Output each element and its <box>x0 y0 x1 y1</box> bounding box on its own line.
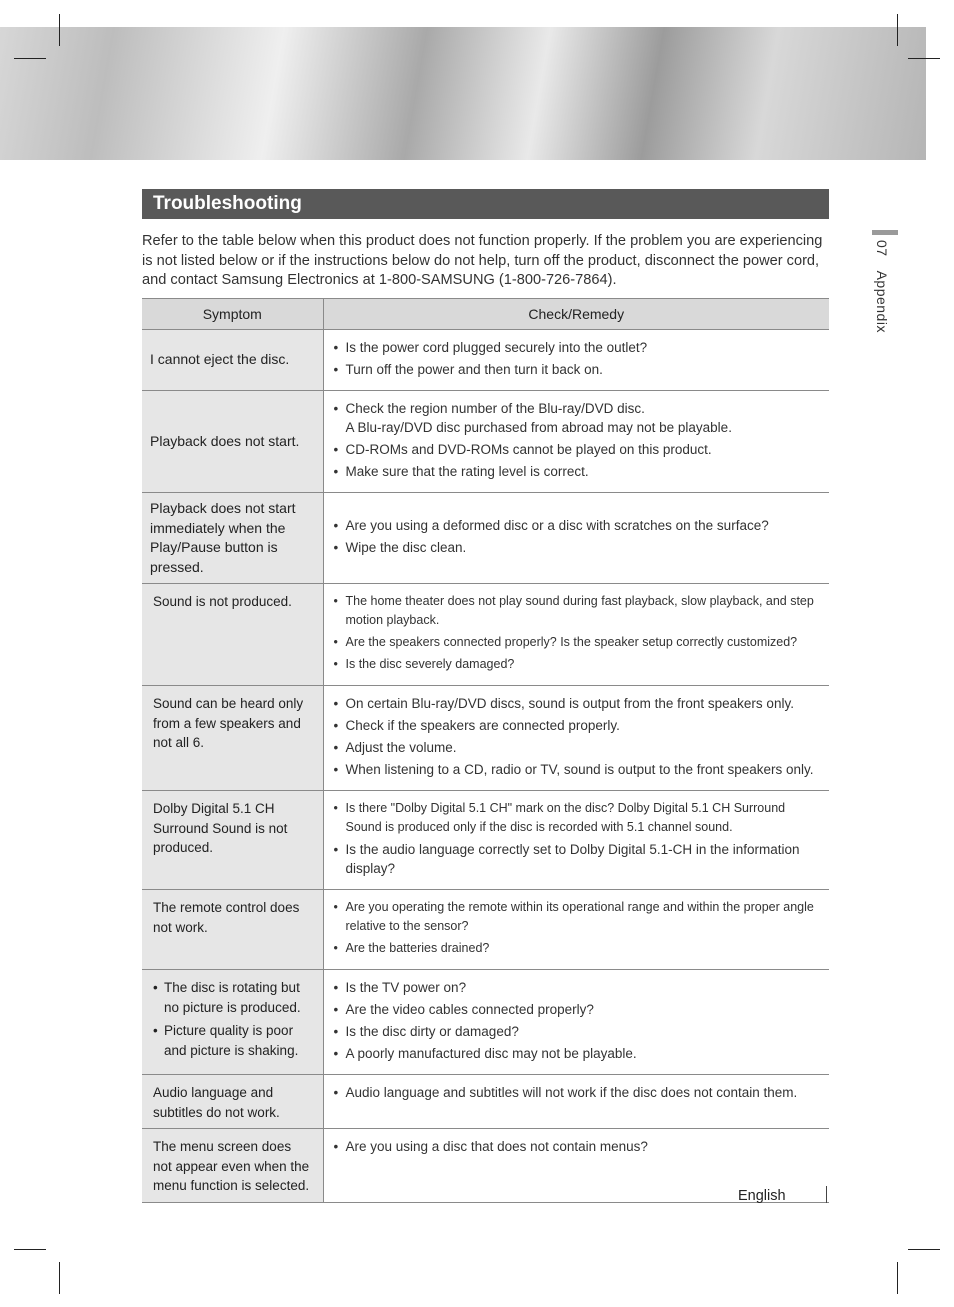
intro-paragraph: Refer to the table below when this product does not function properly. If the problem you are experiencing is not listed below or if the instructions below do not help, turn off the product, disconnect the power cord, and contact Samsung Electronics at 1-800-SAMSUNG (1-800-726-7864). <box>142 233 823 288</box>
crop-mark <box>14 58 46 59</box>
remedy-header: Check/Remedy <box>323 299 829 330</box>
remedy-item: • Are you using a disc that does not contain menus? <box>331 1137 822 1156</box>
remedy-cell <box>323 1075 829 1129</box>
table-header-row <box>142 299 829 330</box>
header-banner <box>0 27 926 160</box>
remedy-item: • Are you operating the remote within its operational range and within the proper angle relative to the sensor? <box>331 898 822 936</box>
table-row <box>142 890 829 970</box>
remedy-item: • Are the speakers connected properly? Is the speaker setup correctly customized? <box>331 633 822 652</box>
remedy-cell <box>323 584 829 686</box>
symptom-cell: Playback does not start. <box>142 391 323 493</box>
remedy-item: • On certain Blu-ray/DVD discs, sound is output from the front speakers only. <box>331 694 822 713</box>
crop-mark <box>59 1262 60 1294</box>
remedy-item: • Is the disc severely damaged? <box>331 655 822 674</box>
symptom-header: Symptom <box>142 299 323 330</box>
crop-mark <box>908 1249 940 1250</box>
remedy-item: • Check if the speakers are connected properly. <box>331 716 822 735</box>
remedy-item: • Are you using a deformed disc or a disc with scratches on the surface? <box>331 516 822 535</box>
symptom-cell: Sound can be heard only from a few speakers and not all 6. <box>142 686 323 791</box>
remedy-cell <box>323 493 829 584</box>
crop-mark <box>897 14 898 46</box>
remedy-item: • Is the TV power on? <box>331 978 822 997</box>
table-row <box>142 686 829 791</box>
remedy-cell <box>323 791 829 890</box>
remedy-cell <box>323 686 829 791</box>
table-row <box>142 1129 829 1203</box>
symptom-cell: I cannot eject the disc. <box>142 330 323 391</box>
chapter-side-label <box>874 240 890 333</box>
table-row <box>142 970 829 1075</box>
remedy-item: • Wipe the disc clean. <box>331 538 822 557</box>
remedy-note: A Blu-ray/DVD disc purchased from abroad may not be playable. <box>345 420 732 435</box>
remedy-item: • Are the batteries drained? <box>331 939 822 958</box>
remedy-item: • Turn off the power and then turn it back on. <box>331 360 822 379</box>
crop-mark <box>908 58 940 59</box>
remedy-item: • The home theater does not play sound during fast playback, slow playback, and step motion playback. <box>331 592 822 630</box>
remedy-item: • Adjust the volume. <box>331 738 822 757</box>
remedy-item <box>331 399 822 437</box>
symptom-cell: Playback does not start immediately when the Play/Pause button is pressed. <box>142 493 323 584</box>
table-row <box>142 391 829 493</box>
chapter-number: 07 <box>874 240 890 257</box>
remedy-item: • Audio language and subtitles will not work if the disc does not contain them. <box>331 1083 822 1102</box>
crop-mark <box>897 1262 898 1294</box>
remedy-item: • CD-ROMs and DVD-ROMs cannot be played on this product. <box>331 440 822 459</box>
footer-divider <box>826 1186 827 1203</box>
symptom-cell: Audio language and subtitles do not work. <box>142 1075 323 1129</box>
symptom-item: • Picture quality is poor and picture is shaking. <box>153 1021 314 1060</box>
symptom-cell: Dolby Digital 5.1 CH Surround Sound is not produced. <box>142 791 323 890</box>
symptom-cell: The menu screen does not appear even when the menu function is selected. <box>142 1129 323 1203</box>
crop-mark <box>14 1249 46 1250</box>
troubleshooting-table <box>142 298 829 1203</box>
table-row <box>142 330 829 391</box>
remedy-item: • Is the power cord plugged securely into the outlet? <box>331 338 822 357</box>
symptom-cell <box>142 970 323 1075</box>
remedy-item: • Is there "Dolby Digital 5.1 CH" mark on the disc? Dolby Digital 5.1 CH Surround Sound is produced only if the disc is recorded with 5.1 channel sound. <box>331 799 822 837</box>
symptom-item: • The disc is rotating but no picture is produced. <box>153 978 314 1017</box>
remedy-item: • Is the disc dirty or damaged? <box>331 1022 822 1041</box>
table-row <box>142 493 829 584</box>
remedy-item: • When listening to a CD, radio or TV, sound is output to the front speakers only. <box>331 760 822 779</box>
remedy-item: • Are the video cables connected properly? <box>331 1000 822 1019</box>
remedy-item: • A poorly manufactured disc may not be playable. <box>331 1044 822 1063</box>
footer-language: English <box>738 1188 786 1204</box>
chapter-name: Appendix <box>874 270 890 333</box>
remedy-cell <box>323 970 829 1075</box>
crop-mark <box>59 14 60 46</box>
remedy-text: Check the region number of the Blu-ray/DVD disc. <box>345 401 645 416</box>
chapter-tab-marker <box>872 230 898 235</box>
symptom-cell: The remote control does not work. <box>142 890 323 970</box>
table-row <box>142 1075 829 1129</box>
remedy-item: • Is the audio language correctly set to Dolby Digital 5.1-CH in the information display? <box>331 840 822 878</box>
symptom-cell: Sound is not produced. <box>142 584 323 686</box>
remedy-cell <box>323 391 829 493</box>
remedy-item: • Make sure that the rating level is correct. <box>331 462 822 481</box>
remedy-cell <box>323 890 829 970</box>
remedy-cell <box>323 330 829 391</box>
section-title: Troubleshooting <box>142 189 829 219</box>
table-row <box>142 791 829 890</box>
table-row <box>142 584 829 686</box>
